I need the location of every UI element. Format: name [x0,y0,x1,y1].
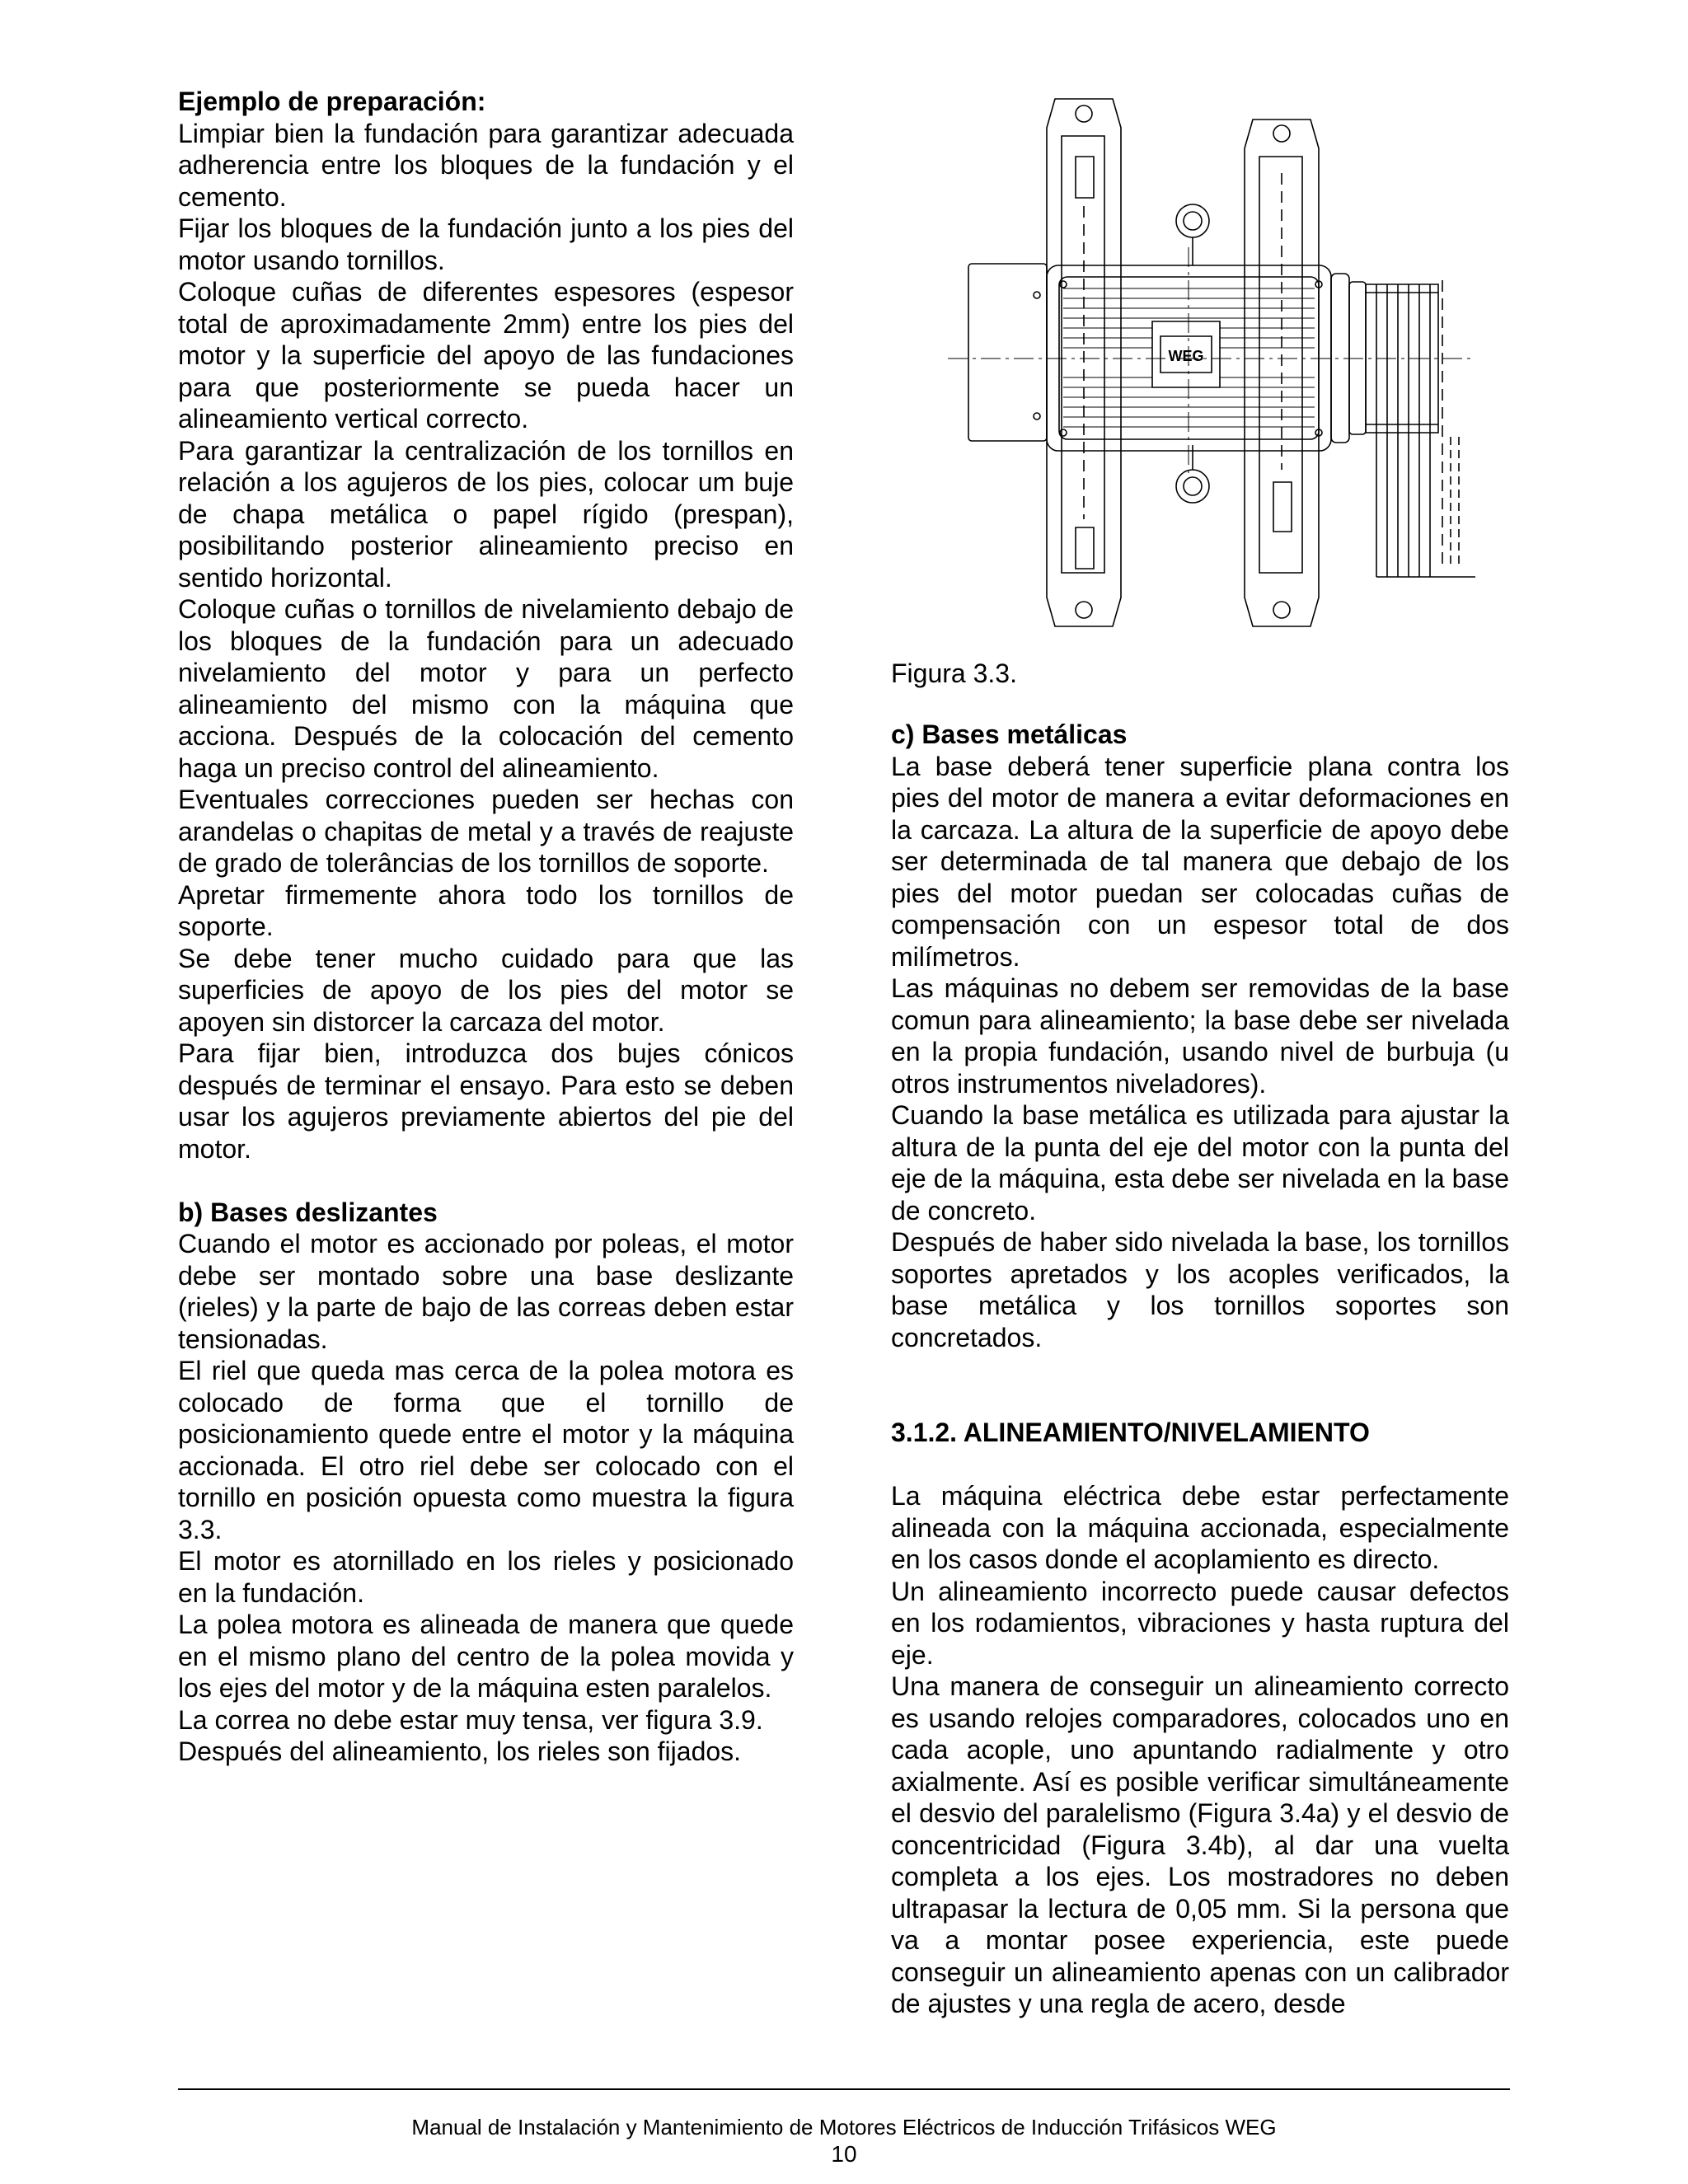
paragraph: La máquina eléctrica debe estar perfectamente alineada con la máquina accionada, especialmente en los casos donde el acoplamiento es directo. [891,1481,1509,1574]
paragraph: Coloque cuñas o tornillos de nivelamiento debajo de los bloques de la fundación para un adecuado nivelamiento del motor y para un perfecto alineamiento del mismo con la máquina que acciona. Después de la colocación del cemento haga un preciso control del alineamiento. [178,594,794,783]
heading-metal-bases: c) Bases metálicas [891,719,1128,749]
figure-motor-on-rails [948,91,1475,635]
paragraph: Coloque cuñas de diferentes espesores (espesor total de aproximadamente 2mm) entre los pies del motor y la superficie del apoyo de las fundaciones para que posteriormente se pueda hacer un alineamiento vertical correcto. [178,277,794,434]
paragraph: Fijar los bloques de la fundación junto a los pies del motor usando tornillos. [178,213,794,275]
left-column [178,86,794,1768]
paragraph: Las máquinas no debem ser removidas de la base comun para alineamiento; la base debe ser nivelada en la propia fundación, usando nivel de burbuja (u otros instrumentos niveladores). [891,973,1509,1099]
paragraph: Se debe tener mucho cuidado para que las superficies de apoyo de los pies del motor se apoyen sin distorcer la carcaza del motor. [178,943,794,1037]
paragraph: Para garantizar la centralización de los tornillos en relación a los agujeros de los pies, colocar um buje de chapa metálica o papel rígido (prespan), posibilitando posterior alineamiento preciso en sentido horizontal. [178,435,794,593]
paragraph: Después de haber sido nivelada la base, los tornillos soportes apretados y los acoples verificados, la base metálica y los tornillos soportes son concretados. [891,1227,1509,1352]
paragraph: El motor es atornillado en los rieles y posicionado en la fundación. [178,1546,794,1608]
left-rail [1047,99,1121,626]
paragraph: Limpiar bien la fundación para garantizar adecuada adherencia entre los bloques de la fundación y el cemento. [178,118,794,212]
heading-alignment-leveling: 3.1.2. ALINEAMIENTO/NIVELAMIENTO [891,1418,1370,1447]
footer-divider [178,2088,1510,2090]
paragraph: Después del alineamiento, los rieles son fijados. [178,1736,742,1766]
footer-title: Manual de Instalación y Mantenimiento de Motores Eléctricos de Inducción Trifásicos WEG [411,2115,1277,2139]
page-number: 10 [831,2141,857,2167]
paragraph: Un alineamiento incorrecto puede causar defectos en los rodamientos, vibraciones y hasta ruptura del eje. [891,1576,1509,1670]
paragraph: Cuando el motor es accionado por poleas, el motor debe ser montado sobre una base deslizante (rieles) y la parte de bajo de las correas deben estar tensionadas. [178,1229,794,1354]
motor-logo: WEG [1168,348,1204,364]
paragraph: Una manera de conseguir un alineamiento correcto es usando relojes comparadores, colocados uno en cada acople, uno apuntando radialmente y otro axialmente. Así es posible verificar simultáneamente el desvio del paralelismo (Figura 3.4a) y el desvio de concentricidad (Figura 3.4b), al dar una vuelta completa a los ejes. Los mostradores no deben ultrapasar la lectura de 0,05 mm. Si la persona que va a montar posee experiencia, este puede conseguir un alineamiento apenas con un calibrador de ajustes y una regla de acero, desde [891,1671,1509,2018]
right-rail [1245,120,1319,626]
right-column [891,719,1509,2020]
paragraph: La polea motora es alineada de manera que quede en el mismo plano del centro de la polea movida y los ejes del motor y de la máquina esten paralelos. [178,1610,794,1703]
heading-sliding-bases: b) Bases deslizantes [178,1197,438,1227]
paragraph: Apretar firmemente ahora todo los tornillos de soporte. [178,879,794,941]
heading-preparation-example: Ejemplo de preparación: [178,87,486,116]
paragraph: La correa no debe estar muy tensa, ver figura 3.9. [178,1704,763,1735]
paragraph: Cuando la base metálica es utilizada para ajustar la altura de la punta del eje del motor con la punta del eje de la máquina, esta debe ser nivelada en la base de concreto. [891,1100,1509,1226]
figure-caption: Figura 3.3. [891,658,1017,688]
paragraph: Eventuales correcciones pueden ser hechas con arandelas o chapitas de metal y a través de reajuste de grado de tolerâncias de los tornillos de soporte. [178,785,794,878]
paragraph: Para fijar bien, introduzca dos bujes cónicos después de terminar el ensayo. Para esto se deben usar los agujeros previamente abiertos del pie del motor. [178,1038,794,1164]
paragraph: La base deberá tener superficie plana contra los pies del motor de manera a evitar deformaciones en la carcaza. La altura de la superficie de apoyo debe ser determinada de tal manera que debajo de los pies del motor puedan ser colocadas cuñas de compensación con un espesor total de dos milímetros. [891,751,1509,972]
pulley [1366,280,1459,569]
paragraph: El riel que queda mas cerca de la polea motora es colocado de forma que el tornillo de posicionamiento quede entre el motor y la máquina accionada. El otro riel debe ser colocado con el tornillo en posición opuesta como muestra la figura 3.3. [178,1356,794,1544]
